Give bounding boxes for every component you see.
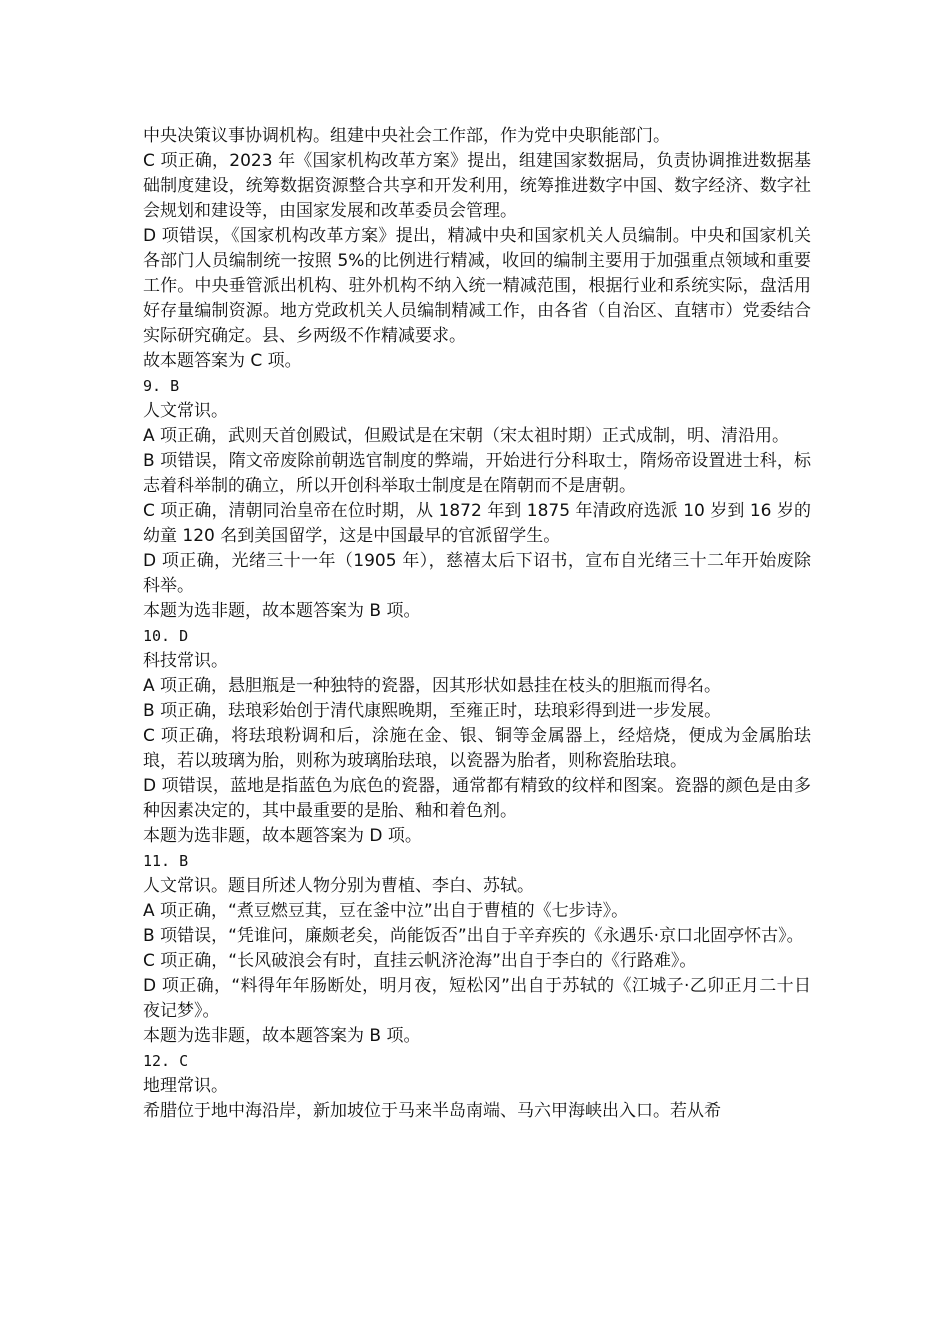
conclusion-line: 本题为选非题，故本题答案为 B 项。 [143,1026,421,1046]
paragraph: 中央决策议事协调机构。组建中央社会工作部，作为党中央职能部门。 [143,126,670,146]
paragraph: 希腊位于地中海沿岸，新加坡位于马来半岛南端、马六甲海峡出入口。若从希 [143,1101,721,1121]
paragraph: B 项错误，隋文帝废除前朝选官制度的弊端，开始进行分科取士，隋炀帝设置进士科，标志着科举制的确立，所以开创科举取士制度是在隋朝而不是唐朝。 [143,451,811,496]
paragraph: D 项错误，《国家机构改革方案》提出，精减中央和国家机关人员编制。中央和国家机关各部门人员编制统一按照 5%的比例进行精减，收回的编制主要用于加强重点领域和重要工作。中央垂管派出机构、驻外机构不纳入统一精减范围，根据行业和系统实际，盘活用好存量编制资源。地方党政机关人员编制精减工作，由各省（自治区、直辖市）党委结合实际研究确定。县、乡两级不作精减要求。 [143,226,811,346]
conclusion-line: 故本题答案为 C 项。 [143,351,302,371]
paragraph: B 项错误，“凭谁问，廉颇老矣，尚能饭否”出自于辛弃疾的《永遇乐·京口北固亭怀古》。 [143,926,804,946]
paragraph: C 项正确，2023 年《国家机构改革方案》提出，组建国家数据局，负责协调推进数据基础制度建设，统筹数据资源整合共享和开发利用，统筹推进数字中国、数字经济、数字社会规划和建设等，由国家发展和改革委员会管理。 [143,151,811,221]
paragraph: A 项正确，武则天首创殿试，但殿试是在宋朝（宋太祖时期）正式成制，明、清沿用。 [143,426,790,446]
category-label: 人文常识。 [143,401,228,421]
question-answer-heading: 11. B [143,852,189,870]
category-label: 科技常识。 [143,651,228,671]
question-answer-heading: 10. D [143,627,189,645]
document-body [143,124,811,1124]
paragraph: B 项正确，珐琅彩始创于清代康熙晚期，至雍正时，珐琅彩得到进一步发展。 [143,701,722,721]
paragraph: C 项正确，将珐琅粉调和后，涂施在金、银、铜等金属器上，经焙烧，便成为金属胎珐琅，若以玻璃为胎，则称为玻璃胎珐琅，以瓷器为胎者，则称瓷胎珐琅。 [143,726,811,771]
paragraph: C 项正确，“长风破浪会有时，直挂云帆济沧海”出自于李白的《行路难》。 [143,951,697,971]
question-answer-heading: 12. C [143,1052,189,1070]
paragraph: D 项错误，蓝地是指蓝色为底色的瓷器，通常都有精致的纹样和图案。瓷器的颜色是由多种因素决定的，其中最重要的是胎、釉和着色剂。 [143,776,811,821]
paragraph: D 项正确，“料得年年肠断处，明月夜，短松冈”出自于苏轼的《江城子·乙卯正月二十日夜记梦》。 [143,976,811,1021]
paragraph: A 项正确，悬胆瓶是一种独特的瓷器，因其形状如悬挂在枝头的胆瓶而得名。 [143,676,722,696]
conclusion-line: 本题为选非题，故本题答案为 B 项。 [143,601,421,621]
category-label: 地理常识。 [143,1076,228,1096]
conclusion-line: 本题为选非题，故本题答案为 D 项。 [143,826,422,846]
paragraph: D 项正确，光绪三十一年（1905 年），慈禧太后下诏书，宣布自光绪三十二年开始废除科举。 [143,551,811,596]
category-label: 人文常识。题目所述人物分别为曹植、李白、苏轼。 [143,876,534,896]
question-answer-heading: 9. B [143,377,180,395]
paragraph: C 项正确，清朝同治皇帝在位时期，从 1872 年到 1875 年清政府选派 10 岁到 16 岁的幼童 120 名到美国留学，这是中国最早的官派留学生。 [143,501,811,546]
paragraph: A 项正确，“煮豆燃豆萁，豆在釜中泣”出自于曹植的《七步诗》。 [143,901,629,921]
